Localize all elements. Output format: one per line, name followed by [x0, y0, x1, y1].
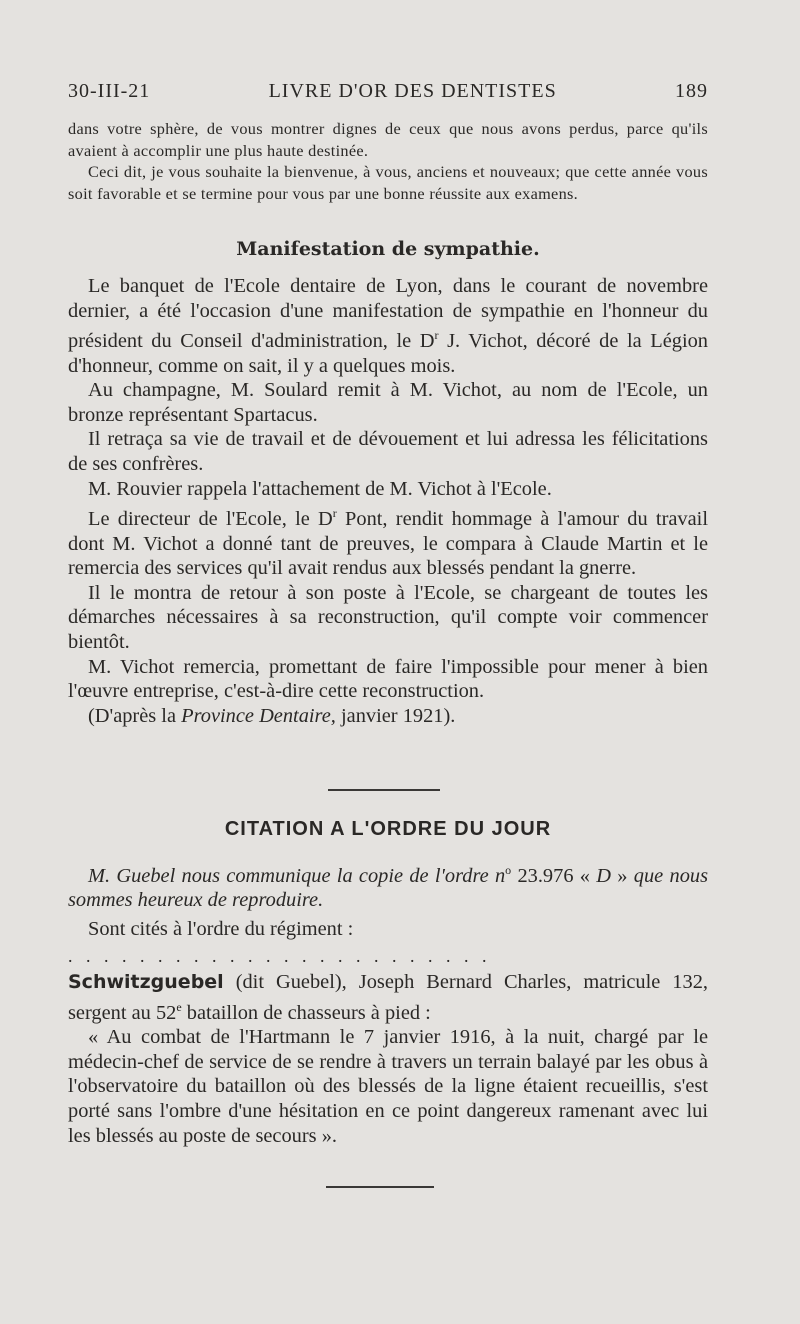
text: D — [596, 864, 612, 887]
paragraph — [68, 274, 708, 378]
section-sympathie-body — [68, 274, 708, 728]
paragraph: M. Rouvier rappela l'attachement de M. Vichot à l'Ecole. — [88, 477, 552, 500]
intro-text — [68, 118, 708, 204]
running-header — [68, 80, 708, 103]
page-number: 189 — [675, 80, 708, 102]
paragraph: M. Vichot remercia, promettant de faire l'impossible pour mener à bien l'œuvre entreprise, c'est-à-dire cette reconstruction. — [68, 655, 708, 703]
text: bataillon de chasseurs à pied : — [181, 1001, 431, 1024]
superscript: r — [434, 328, 439, 343]
text: Pont, rendit hommage à l'amour du travail dont M. Vichot a donné tant de preuves, le compara à Claude Martin et le remercia des services qu'il avait rendus aux blessés pendant la gnerre. — [68, 507, 708, 580]
text: (D'après la — [88, 704, 182, 727]
source-citation — [68, 704, 708, 729]
superscript: r — [332, 506, 337, 521]
journal-title: Province Dentaire, — [181, 704, 336, 727]
text: J. Vichot, décoré de la Légion d'honneur, comme on sait, il y a quelques mois. — [68, 329, 708, 377]
text: que nous sommes heureux de reproduire. — [68, 864, 709, 912]
citation-intro — [68, 858, 708, 913]
citation-entry — [68, 970, 708, 1025]
cited-line: Sont cités à l'ordre du régiment : — [88, 917, 354, 940]
text: Le directeur de l'Ecole, le D — [88, 507, 333, 530]
section-citation-body — [68, 858, 708, 1148]
superscript: e — [176, 999, 182, 1014]
superscript: o — [505, 863, 512, 877]
section-title-sympathie: Manifestation de sympathie. — [236, 238, 540, 260]
paragraph: Il le montra de retour à son poste à l'Ecole, se chargeant de toutes les démarches nécessaires à sa reconstruction, qu'il compte voir commencer bientôt. — [68, 581, 708, 653]
text: janvier 1921). — [335, 704, 456, 727]
header-date: 30-III-21 — [68, 80, 151, 102]
intro-paragraph: dans votre sphère, de vous montrer dignes de ceux que nous avons perdus, parce qu'ils avaient à accomplir une plus haute destinée. — [68, 119, 708, 160]
citation-quote: « Au combat de l'Hartmann le 7 janvier 1916, à la nuit, chargé par le médecin-chef de service de se rendre à travers un terrain balayé par les obus à l'observatoire du bataillon où des blessés de la ligne étaient recueillis, s'est porté sans l'ombre d'une hésitation en ce point dangereux ramenant avec lui les blessés au poste de secours ». — [68, 1026, 708, 1147]
paragraph — [68, 501, 708, 581]
paragraph: Au champagne, M. Soulard remit à M. Vichot, au nom de l'Ecole, un bronze représentant Spartacus. — [68, 379, 708, 426]
text: Le banquet de l'Ecole dentaire de Lyon, dans le courant de novembre dernier, a été l'occasion d'une manifestation de sympathie en l'honneur du président du Conseil d'administration, le D — [68, 275, 708, 352]
intro-paragraph: Ceci dit, je vous souhaite la bienvenue, à vous, anciens et nouveaux; que cette année vous soit favorable et se termine pour vous par une bonne réussite aux examens. — [68, 162, 708, 203]
header-title: LIVRE D'OR DES DENTISTES — [268, 80, 557, 102]
paragraph: Il retraça sa vie de travail et de dévouement et lui adressa les félicitations de ses confrères. — [68, 428, 708, 475]
text: » — [611, 864, 628, 887]
soldier-name: Schwitzguebel — [68, 971, 224, 994]
text: (dit Guebel), Joseph Bernard Charles, matricule 132, sergent au 52 — [68, 971, 708, 1024]
section-title-citation: CITATION A L'ORDRE DU JOUR — [224, 818, 552, 840]
divider-rule — [328, 789, 440, 791]
dotted-separator: ........................ — [68, 945, 500, 966]
divider-rule — [326, 1186, 434, 1188]
text: 23.976 « — [511, 864, 597, 887]
text: M. Guebel nous communique la copie de l'ordre n — [88, 864, 506, 887]
